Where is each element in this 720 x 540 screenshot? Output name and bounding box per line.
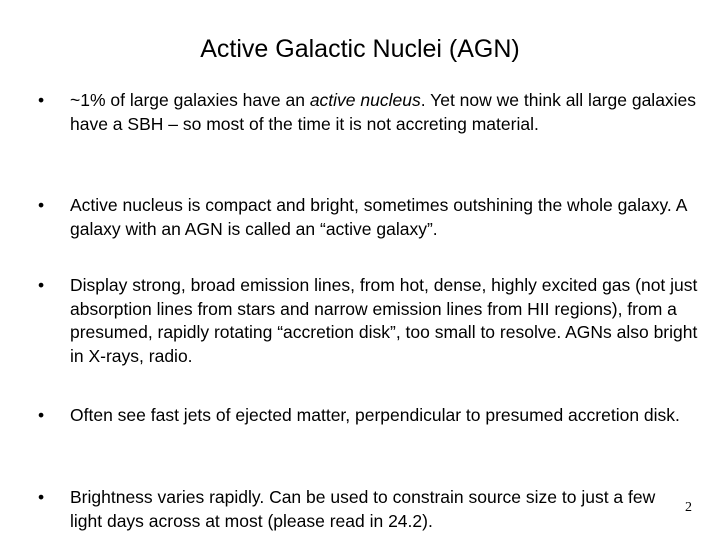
bullet-marker: • [38,405,45,425]
bullet-text-part: . Yet now we think all large galaxies have a SBH – so most of the time it is not accreting material. [70,90,697,134]
bullet-marker: • [38,275,45,295]
bullet-marker: • [38,90,45,110]
bullet-text-part: ~1% of large galaxies have an [70,90,310,110]
bullet-item [38,89,698,136]
page-number: 2 [685,500,692,515]
bullet-text [70,89,698,136]
bullet-item [38,486,668,533]
bullet-marker: • [38,195,45,215]
bullet-text: Often see fast jets of ejected matter, perpendicular to presumed accretion disk. [70,405,680,425]
bullet-item [38,194,698,241]
bullet-text: Brightness varies rapidly. Can be used to constrain source size to just a few light days across at most (please read in 24.2). [70,487,656,531]
bullet-text-italic: active nucleus [309,90,421,110]
bullet-item [38,274,698,368]
bullet-item [38,404,698,428]
bullet-text: Active nucleus is compact and bright, sometimes outshining the whole galaxy. A galaxy with an AGN is called an “active galaxy”. [70,195,687,239]
bullet-marker: • [38,487,45,507]
slide-title: Active Galactic Nuclei (AGN) [200,35,520,63]
bullet-text: Display strong, broad emission lines, from hot, dense, highly excited gas (not just absorption lines from stars and narrow emission lines from HII regions), from a presumed, rapidly rotating “accretion disk”, too small to resolve. AGNs also bright in X-rays, radio. [70,275,698,366]
